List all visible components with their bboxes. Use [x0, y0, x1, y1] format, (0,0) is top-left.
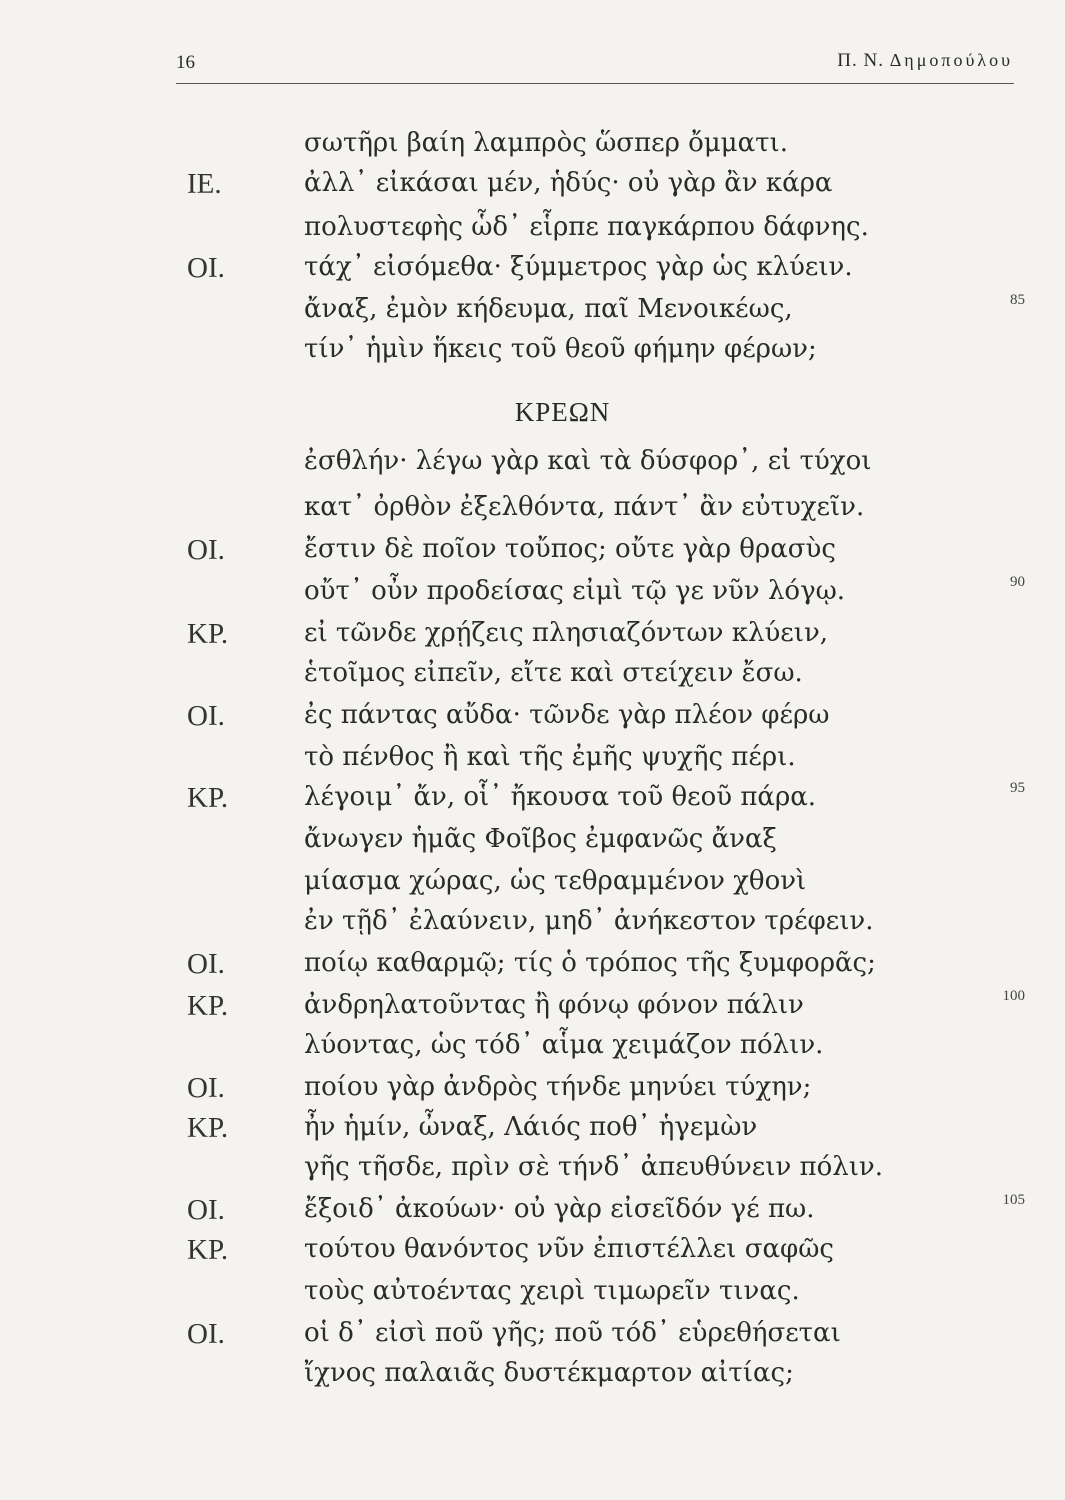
verse-line — [0, 1072, 1065, 1116]
verse-line — [0, 1112, 1065, 1156]
verse-line — [0, 1318, 1065, 1362]
verse-text: ποίῳ καθαρμῷ; τίς ὁ τρόπος τῆς ξυμφορᾶς; — [304, 948, 876, 978]
verse-line — [0, 618, 1065, 662]
speaker-label: ΟΙ. — [187, 948, 225, 980]
verse-line — [0, 212, 1065, 256]
author-initials: Π. Ν. — [837, 50, 890, 71]
speaker-label: ΟΙ. — [187, 700, 225, 732]
verse-line — [0, 906, 1065, 950]
line-number: 95 — [1010, 780, 1025, 796]
verse-text: ἐσθλήν· λέγω γὰρ καὶ τὰ δύσφορ᾽, εἰ τύχοι — [304, 446, 872, 476]
verse-text: ἦν ἡμίν, ὦναξ, Λάιός ποθ᾽ ἡγεμὼν — [304, 1112, 758, 1142]
verse-text: μίασμα χώρας, ὡς τεθραμμένον χθονὶ — [304, 866, 807, 896]
verse-text: εἰ τῶνδε χρῄζεις πλησιαζόντων κλύειν, — [304, 618, 829, 648]
verse-text: ἀνδρηλατοῦντας ἢ φόνῳ φόνον πάλιν — [304, 990, 804, 1020]
page-number: 16 — [176, 52, 195, 73]
verse-text: ἔστιν δὲ ποῖον τοὔπος; οὔτε γὰρ θρασὺς — [304, 534, 836, 564]
verse-text: ἄνωγεν ἡμᾶς Φοῖβος ἐμφανῶς ἄναξ — [304, 824, 777, 854]
verse-text: ἔξοιδ᾽ ἀκούων· οὐ γὰρ εἰσεῖδόν γέ πω. — [304, 1194, 815, 1224]
verse-line — [0, 128, 1065, 172]
verse-text: οἱ δ᾽ εἰσὶ ποῦ γῆς; ποῦ τόδ᾽ εὑρεθήσεται — [304, 1318, 841, 1348]
verse-line — [0, 700, 1065, 744]
verse-line — [0, 334, 1065, 378]
verse-line — [0, 866, 1065, 910]
speaker-label: ΟΙ. — [187, 534, 225, 566]
speaker-label: ΚΡ. — [187, 990, 229, 1022]
header-rule — [176, 83, 1014, 84]
line-number: 85 — [1010, 292, 1025, 308]
verse-text: τάχ᾽ εἰσόμεθα· ξύμμετρος γὰρ ὡς κλύειν. — [304, 252, 853, 282]
verse-line — [0, 576, 1065, 620]
verse-text: λέγοιμ᾽ ἄν, οἷ᾽ ἤκουσα τοῦ θεοῦ πάρα. — [304, 782, 817, 812]
speaker-label: ΟΙ. — [187, 1072, 225, 1104]
verse-line — [0, 948, 1065, 992]
verse-text: τούτου θανόντος νῦν ἐπιστέλλει σαφῶς — [304, 1234, 834, 1264]
speaker-label: ΚΡ. — [187, 1112, 229, 1144]
speaker-label: ΟΙ. — [187, 1318, 225, 1350]
speaker-label: ΙΕ. — [187, 168, 222, 200]
speaker-label: ΚΡ. — [187, 1234, 229, 1266]
verse-text: λύοντας, ὡς τόδ᾽ αἷμα χειμάζον πόλιν. — [304, 1030, 824, 1060]
verse-line — [0, 492, 1065, 536]
verse-text: τὸ πένθος ἢ καὶ τῆς ἐμῆς ψυχῆς πέρι. — [304, 742, 796, 772]
running-head — [837, 50, 1013, 72]
verse-text: ἄναξ, ἐμὸν κήδευμα, παῖ Μενοικέως, — [304, 294, 793, 324]
verse-line — [0, 658, 1065, 702]
verse-line — [0, 446, 1065, 490]
verse-text: κατ᾽ ὀρθὸν ἐξελθόντα, πάντ᾽ ἂν εὐτυχεῖν. — [304, 492, 865, 522]
verse-text: ἑτοῖμος εἰπεῖν, εἴτε καὶ στείχειν ἔσω. — [304, 658, 803, 688]
verse-line — [0, 1194, 1065, 1238]
verse-line — [0, 1152, 1065, 1196]
verse-line — [0, 534, 1065, 578]
line-number: 90 — [1010, 574, 1025, 590]
speaker-label: ΟΙ. — [187, 1194, 225, 1226]
verse-line — [0, 1030, 1065, 1074]
verse-line — [0, 1234, 1065, 1278]
verse-text: οὔτ᾽ οὖν προδείσας εἰμὶ τῷ γε νῦν λόγῳ. — [304, 576, 846, 606]
line-number: 105 — [1002, 1192, 1025, 1208]
author-surname: Δημοπούλου — [889, 50, 1013, 70]
verse-line — [0, 742, 1065, 786]
verse-line — [0, 990, 1065, 1034]
verse-line — [0, 1358, 1065, 1402]
verse-line — [0, 252, 1065, 296]
verse-text: σωτῆρι βαίη λαμπρὸς ὥσπερ ὄμματι. — [304, 128, 788, 158]
verse-text: γῆς τῆσδε, πρὶν σὲ τήνδ᾽ ἀπευθύνειν πόλιν. — [304, 1152, 883, 1182]
verse-text: τοὺς αὐτοέντας χειρὶ τιμωρεῖν τινας. — [304, 1276, 800, 1306]
speaker-label: ΚΡ. — [187, 618, 229, 650]
verse-line — [0, 1276, 1065, 1320]
verse-text: ἐν τῇδ᾽ ἐλαύνειν, μηδ᾽ ἀνήκεστον τρέφειν. — [304, 906, 874, 936]
verse-text: ἴχνος παλαιᾶς δυστέκμαρτον αἰτίας; — [304, 1358, 794, 1388]
verse-text: ἀλλ᾽ εἰκάσαι μέν, ἡδύς· οὐ γὰρ ἂν κάρα — [304, 168, 833, 198]
speaker-label: ΟΙ. — [187, 252, 225, 284]
line-number: 100 — [1002, 988, 1025, 1004]
verse-line — [0, 782, 1065, 826]
verse-line — [0, 824, 1065, 868]
verse-line — [0, 168, 1065, 212]
verse-line — [0, 294, 1065, 338]
verse-text: τίν᾽ ἡμὶν ἥκεις τοῦ θεοῦ φήμην φέρων; — [304, 334, 817, 364]
verse-text: ποίου γὰρ ἀνδρὸς τήνδε μηνύει τύχην; — [304, 1072, 812, 1102]
speaker-label: ΚΡ. — [187, 782, 229, 814]
character-heading: ΚΡΕΩΝ — [514, 397, 611, 427]
verse-text: πολυστεφὴς ὧδ᾽ εἷρπε παγκάρπου δάφνης. — [304, 212, 869, 242]
verse-text: ἐς πάντας αὔδα· τῶνδε γὰρ πλέον φέρω — [304, 700, 830, 730]
